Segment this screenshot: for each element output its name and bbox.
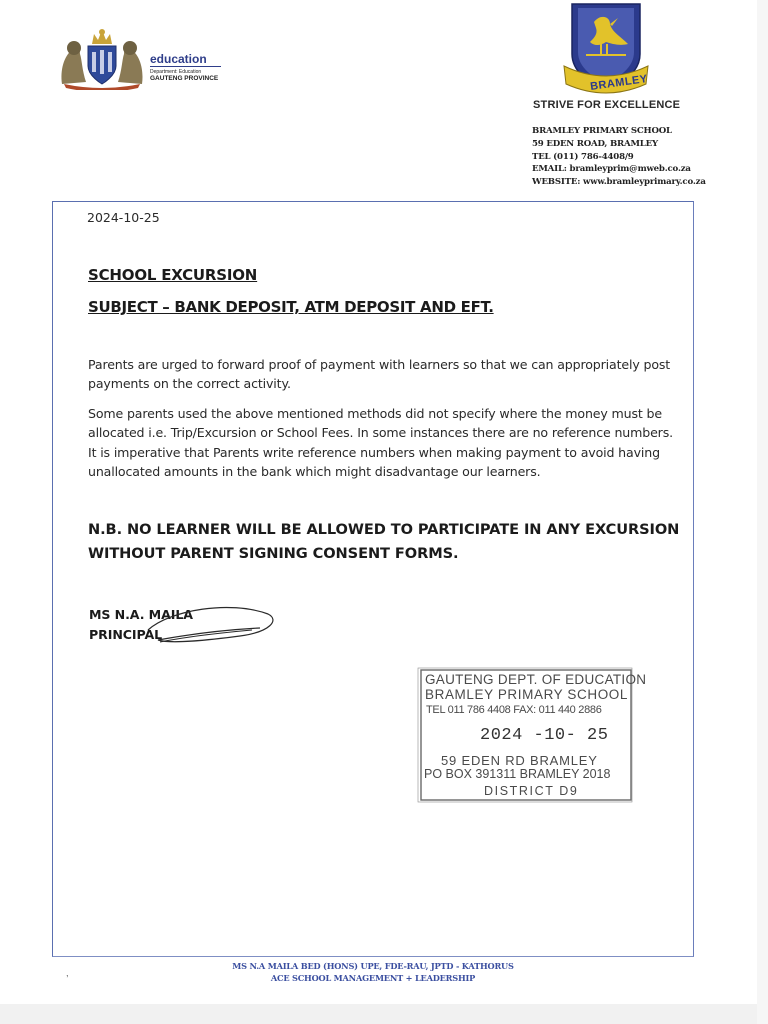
crest-banner-text: BRAMLEY — [589, 73, 649, 93]
school-telephone: TEL (011) 786-4408/9 — [532, 151, 634, 162]
stamp-line-pobox: PO BOX 391311 BRAMLEY 2018 — [424, 767, 611, 781]
school-contact-block — [532, 125, 706, 189]
stamp-date: 2024 -10- 25 — [480, 726, 609, 745]
school-crest — [560, 2, 652, 98]
school-email: EMAIL: bramleyprim@mweb.co.za — [532, 164, 691, 175]
school-name: BRAMLEY PRIMARY SCHOOL — [532, 126, 672, 136]
stamp-line-phone: TEL 011 786 4408 FAX: 011 440 2886 — [426, 704, 602, 716]
footer-line-qualifications: MS N.A MAILA BED (HONS) UPE, FDE-RAU, JPTD - KATHORUS — [232, 961, 514, 971]
signer-title: PRINCIPAL — [89, 627, 163, 642]
logo-subline-department: Department: Education — [150, 69, 202, 75]
coat-of-arms-icon — [58, 26, 150, 90]
logo-subline-province: GAUTENG PROVINCE — [150, 75, 219, 82]
department-education-logo — [58, 26, 228, 90]
logo-word: education — [150, 53, 221, 67]
paragraph-reference-numbers: Some parents used the above mentioned methods did not specify where the money must be allocated i.e. Trip/Excursion or School Fees. In some instances there are no reference numbers. It is imperative that Parents write reference numbers when making payment to avoid having unallocated amounts in the bank which might disadvantage our learners. — [88, 406, 673, 480]
paragraph-proof-of-payment: Parents are urged to forward proof of payment with learners so that we can appropriately post payments on the correct activity. — [88, 357, 671, 392]
scan-edge-shadow — [0, 1004, 768, 1024]
stamp-line-school: BRAMLEY PRIMARY SCHOOL — [425, 687, 629, 702]
scan-edge-shadow-right — [757, 0, 768, 1024]
letter-heading: SCHOOL EXCURSION — [88, 266, 258, 284]
school-address: 59 EDEN ROAD, BRAMLEY — [532, 138, 658, 149]
footer-line-leadership: ACE SCHOOL MANAGEMENT + LEADERSHIP — [270, 973, 476, 983]
scan-mark: , — [66, 968, 69, 978]
stamp-line-street: 59 EDEN RD BRAMLEY — [441, 753, 598, 768]
school-website: WEBSITE: www.bramleyprimary.co.za — [532, 177, 706, 188]
footer-credentials — [200, 960, 546, 984]
official-school-stamp — [416, 667, 647, 805]
signer-name: MS N.A. MAILA — [89, 607, 193, 622]
stamp-line-department: GAUTENG DEPT. OF EDUCATION — [425, 672, 647, 687]
letter-date: 2024-10-25 — [87, 210, 160, 225]
consent-notice: N.B. NO LEARNER WILL BE ALLOWED TO PARTICIPATE IN ANY EXCURSION WITHOUT PARENT SIGNING CONSENT FORMS. — [88, 521, 680, 562]
school-motto: STRIVE FOR EXCELLENCE — [533, 99, 681, 111]
stamp-line-district: DISTRICT D9 — [484, 784, 579, 798]
handwritten-signature — [140, 600, 280, 650]
letter-subject: SUBJECT – BANK DEPOSIT, ATM DEPOSIT AND EFT. — [88, 298, 494, 316]
